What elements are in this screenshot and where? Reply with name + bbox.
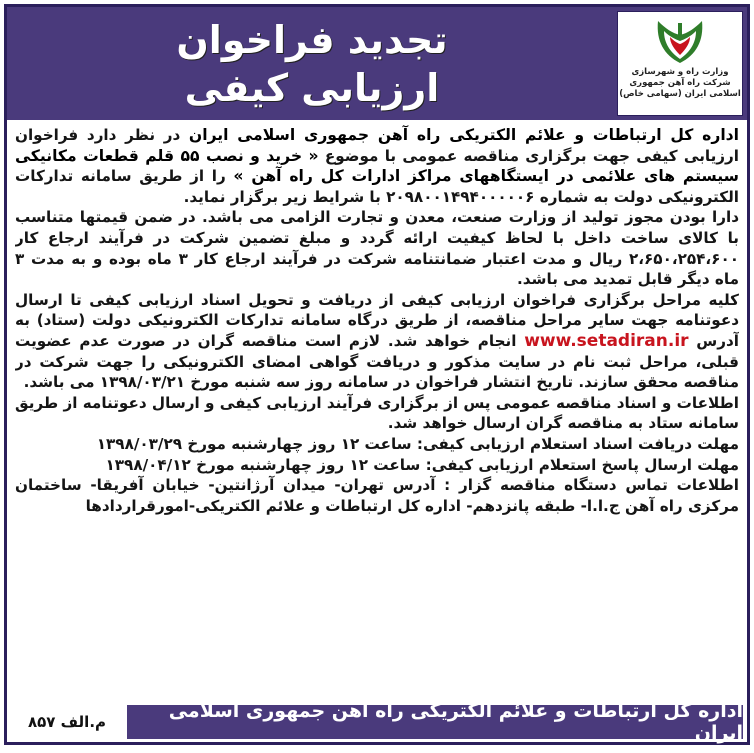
website-link[interactable]: www.setadiran.ir: [524, 330, 689, 351]
intro-text-a: در نظر دارد فراخوان ارزیابی کیفی جهت برگزاری مناقصه عمومی با موضوع: [15, 126, 739, 165]
footer-organization: اداره کل ارتباطات و علائم الکتریکی راه آهن جمهوری اسلامی ایران: [127, 705, 743, 739]
logo-text-2: شرکت راه آهن جمهوری: [629, 78, 731, 88]
logo-text-3: اسلامی ایران (سهامی خاص): [619, 89, 741, 99]
procedure-text-b: انجام خواهد شد. لازم است مناقصه گران در صورت عدم عضویت قبلی، مراحل ثبت نام در سایت مذکور و دریافت گواهی امضای الکترونیکی را جهت شرکت در مناقصه محقق سازند. تاریخ انتشار فراخوان در سامانه روز سه شنبه مورخ ۱۳۹۸/۰۳/۲۱ می باشد.: [15, 331, 739, 392]
paragraph-documents: اطلاعات و اسناد مناقصه عمومی پس از برگزاری فرآیند ارزیابی کیفی و ارسال دعوتنامه از طریق سامانه ستاد به مناقصه گران ارسال خواهد شد.: [15, 393, 739, 433]
paragraph-procedure: [15, 290, 739, 393]
title-area: [7, 7, 617, 120]
deadline-submit: مهلت ارسال پاسخ استعلام ارزیابی کیفی: ساعت ۱۲ روز چهارشنبه مورخ ۱۳۹۸/۰۴/۱۲: [105, 455, 739, 474]
tender-subject: « خرید و نصب ۵۵ قلم قطعات مکانیکی سیستم های علائمی در ایستگاههای مراکز ادارات کل راه آهن »: [15, 146, 739, 186]
logo: [617, 11, 743, 116]
procedure-text-a: کلیه مراحل برگزاری فراخوان ارزیابی کیفی از دریافت و تحویل اسناد ارزیابی کیفی تا ارسال دعوتنامه جهت سایر مراحل مناقصه، از طریق درگاه سامانه تدارکات الکترونیکی دولت (ستاد) به آدرس: [15, 290, 739, 350]
paragraph-intro: [15, 125, 739, 207]
title-line-2: ارزیابی کیفی: [184, 65, 440, 110]
ad-code: م.الف ۸۵۷: [27, 713, 107, 731]
header-banner: [7, 7, 747, 120]
paragraph-conditions: دارا بودن مجوز تولید از وزارت صنعت، معدن و تجارت الزامی می باشد. در ضمن قیمتها متناسب با کالای ساخت داخل با لحاظ کیفیت ارائه گردد و مبلغ تضمین شرکت در فرآیند ارجاع کار ۲،۶۵۰،۲۵۴،۶۰۰ ریال و مدت اعتبار ضمانتنامه شرکت در فرآیند ارجاع کار ۳ ماه بوده و به مدت ۳ ماه دیگر قابل تمدید می باشد.: [15, 208, 739, 289]
intro-text-b: را از طریق سامانه تدارکات الکترونیکی دولت به شماره ۲۰۹۸۰۰۱۴۹۴۰۰۰۰۰۶ با شرایط زیر برگزار نماید.: [15, 167, 739, 206]
deadline-receive: مهلت دریافت اسناد استعلام ارزیابی کیفی: ساعت ۱۲ روز چهارشنبه مورخ ۱۳۹۸/۰۳/۲۹: [96, 434, 739, 453]
organization-name: اداره کل ارتباطات و علائم الکتریکی راه آهن جمهوری اسلامی ایران: [188, 126, 739, 144]
title-line-1: تجدید فراخوان: [176, 17, 448, 62]
contact-info: اطلاعات تماس دستگاه مناقصه گزار : آدرس تهران- میدان آرژانتین- خیابان آفریقا- ساختمان مرکزی راه آهن ج.ا.ا- طبقه پانزدهم- اداره کل ارتباطات و علائم الکتریکی-امورقراردادها: [15, 476, 739, 515]
footer: [7, 702, 747, 742]
railway-emblem-icon: [650, 15, 710, 67]
announcement-body: [15, 125, 739, 703]
advertisement: [4, 4, 750, 745]
logo-text-1: وزارت راه و شهرسازی: [631, 67, 729, 77]
